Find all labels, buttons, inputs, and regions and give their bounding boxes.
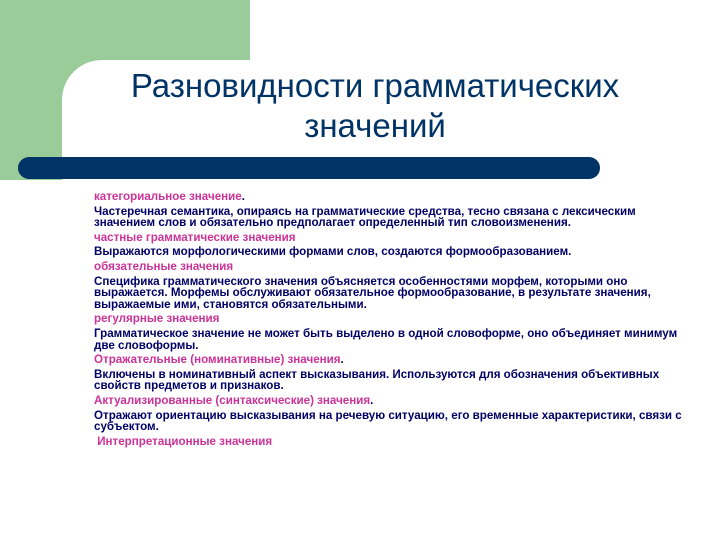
item-heading: регулярные значения: [94, 312, 220, 326]
slide-title: [95, 66, 655, 146]
item-text: Специфика грамматического значения объясняется особенностями морфем, которыми оно выражается. Морфемы обслуживают обязательное формообразование, в результате значения, выражаемые ими, становятся обязательными.: [94, 274, 651, 311]
list-item: [94, 232, 694, 244]
item-heading: Отражательные (номинативные) значения: [94, 353, 341, 367]
list-item: [94, 313, 694, 325]
item-text: Включены в номинативный аспект высказывания. Используются для обозначения объективных свойств предметов и признаков.: [94, 367, 660, 393]
list-item: [94, 436, 694, 448]
item-text: Отражают ориентацию высказывания на речевую ситуацию, его временные характеристики, связи с субъектом.: [94, 408, 682, 434]
title-divider-bar: [18, 157, 600, 179]
list-item: [94, 354, 694, 366]
list-item: [94, 395, 694, 407]
item-heading-suffix: .: [241, 190, 245, 203]
item-heading: Интерпретационные значения: [94, 434, 273, 448]
item-heading-suffix: .: [340, 353, 344, 367]
title-line-1: Разновидности грамматических: [130, 67, 620, 104]
item-text: Частеречная семантика, опираясь на грамматические средства, тесно связана с лексическим значением слов и обязательно предполагает определенный тип словоизменения.: [94, 204, 636, 230]
item-heading: обязательные значения: [94, 259, 234, 273]
item-text: Выражаются морфологическими формами слов, создаются формообразованием.: [94, 245, 572, 259]
item-heading: частные грамматические значения: [94, 230, 296, 244]
slide-body: [94, 191, 694, 450]
list-item: [94, 261, 694, 273]
item-text: Грамматическое значение не может быть выделено в одной словоформе, оно объединяет минимум две словоформы.: [94, 326, 678, 352]
title-line-2: значений: [304, 107, 446, 144]
list-item: [94, 191, 694, 203]
item-heading: Актуализированные (синтаксические) значения: [94, 393, 371, 407]
item-heading-suffix: .: [370, 393, 374, 407]
item-heading: категориальное значение: [94, 190, 242, 203]
